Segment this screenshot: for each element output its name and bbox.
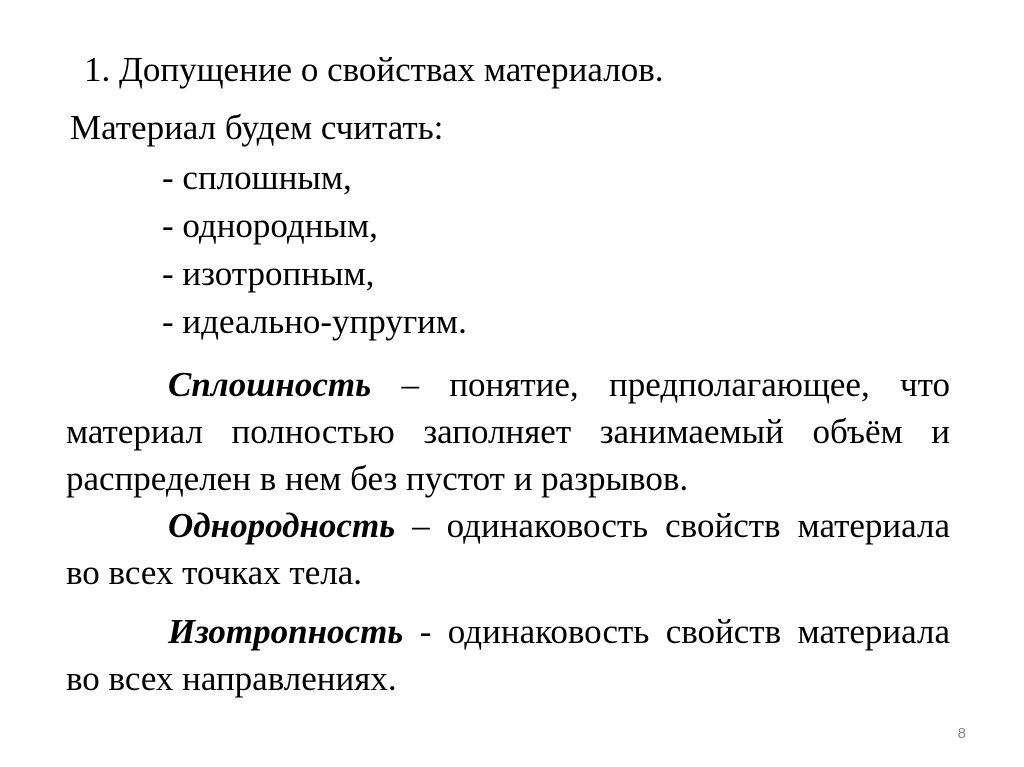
assumption-item: - изотропным, (162, 254, 375, 293)
definition-text: - одинаковость свойств материала во всех направлениях. (66, 612, 950, 698)
definition-continuity (66, 361, 950, 502)
term-isotropy: Изотропность (168, 612, 404, 651)
term-continuity: Сплошность (168, 365, 372, 404)
term-homogeneity: Однородность (168, 506, 396, 545)
assumption-item: - однородным, (162, 206, 378, 245)
definition-text: – понятие, предполагающее, что материал полностью заполняет занимаемый объём и распределен в нем без пустот и разрывов. (66, 365, 950, 498)
intro-text: Материал будем считать: (70, 108, 444, 147)
slide-heading: 1. Допущение о свойствах материалов. (84, 50, 664, 89)
definitions (66, 361, 950, 702)
definition-homogeneity (66, 502, 950, 596)
assumption-list (162, 156, 467, 348)
assumption-item: - сплошным, (162, 158, 352, 197)
definition-text: – одинаковость свойств материала во всех точках тела. (66, 506, 950, 592)
page-number: 8 (957, 725, 966, 742)
assumption-item: - идеально-упругим. (162, 302, 467, 341)
definition-isotropy (66, 608, 950, 702)
